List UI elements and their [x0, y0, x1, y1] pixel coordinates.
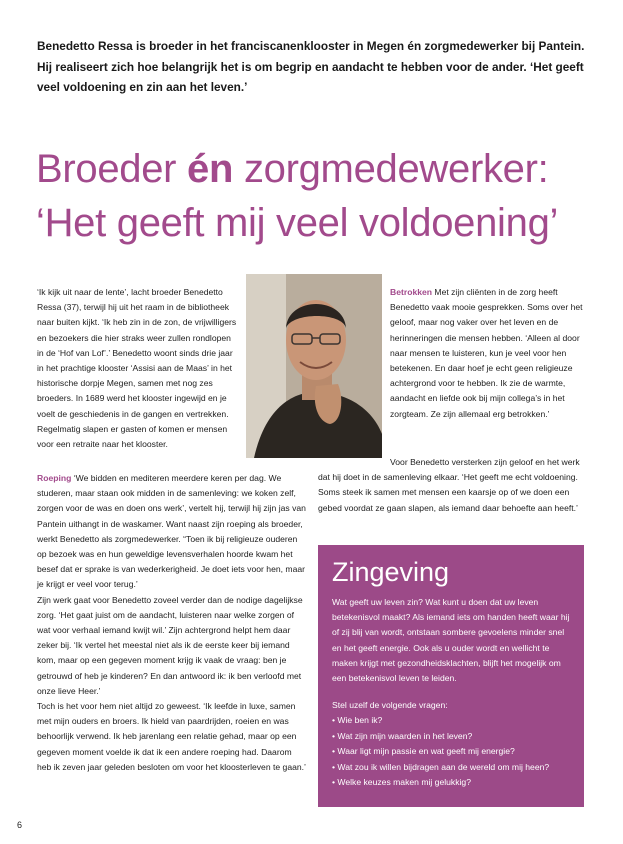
question-item: • Waar ligt mijn passie en wat geeft mij energie?: [332, 744, 570, 759]
lede-roeping: Roeping: [37, 473, 72, 483]
question-item: • Wat zou ik willen bijdragen aan de wereld om mij heen?: [332, 760, 570, 775]
column2-top: [390, 285, 584, 422]
question-item: • Wat zijn mijn waarden in het leven?: [332, 729, 570, 744]
headline-line2: ‘Het geeft mij veel voldoening’: [36, 201, 559, 245]
question-item: • Welke keuzes maken mij gelukkig?: [332, 775, 570, 790]
portrait-illustration: [246, 274, 382, 458]
lede-betrokken: Betrokken: [390, 287, 433, 297]
column1-top-paragraph: ‘Ik kijk uit naar de lente’, lacht broeder Benedetto Ressa (37), terwijl hij uit het raam in de bibliotheek naar buiten kijkt. ‘Ik heb zin in de zon, de vrijwilligers en bezoekers die hier straks weer zullen rondlopen in de ‘Hof van Lof’.’ Benedetto woont sinds drie jaar in het prachtige klooster ‘Assisi aan de Maas’ in het historische dorpje Megen, samen met nog zes broeders. In 1689 werd het klooster ingewijd en je voelt de geschiedenis in de gangen en vertrekken. Regelmatig slapen er gasten of komen er mensen voor een retraite naar het klooster.: [37, 287, 237, 450]
column1-main: [37, 471, 307, 775]
question-item: • Wie ben ik?: [332, 713, 570, 728]
column2-paragraph-2: Voor Benedetto versterken zijn geloof en het werk dat hij doet in de samenleving elkaar. ‘Het geeft me echt voldoening. Soms steek ik samen met mensen een kaarsje op of we doen een gebed voordat ze gaan slapen, als iemand daar behoefte aan heeft.’: [318, 457, 580, 513]
column1-paragraph-3: Toch is het voor hem niet altijd zo geweest. ‘Ik leefde in luxe, samen met mijn ouders en broers. Ik hield van paardrijden, roeien en was behoorlijk verwend. Ik heb jarenlang een relatie gehad, maar op een gegeven moment voelde ik dat ik een andere roeping had. Daarom heb ik zeven jaar geleden besloten om voor het kloosterleven te gaan.’: [37, 701, 306, 772]
sidebar-text: Wat geeft uw leven zin? Wat kunt u doen dat uw leven betekenisvol maakt? Als iemand iets om handen heeft waar hij of zij blij van wordt, ontstaan sombere gevoelens minder snel en het geeft energie. Ook als u ouder wordt en wellicht te maken krijgt met gezondheidsklachten, blijft het mogelijk om een betekenisvol leven te leiden.: [332, 597, 570, 684]
intro-paragraph: Benedetto Ressa is broeder in het franciscanenklooster in Megen én zorgmedewerker bij Pantein. Hij realiseert zich hoe belangrijk het is om begrip en aandacht te hebben voor de ander. ‘Het geeft veel voldoening en zin aan het leven.’: [37, 39, 585, 94]
sidebar-title: Zingeving: [332, 557, 450, 587]
sidebar-questions-intro: Stel uzelf de volgende vragen:: [332, 700, 448, 711]
headline-line1: Broeder én zorgmedewerker:: [36, 147, 549, 191]
page-number: 6: [17, 820, 23, 830]
sidebar-question-list: [332, 713, 570, 790]
portrait-photo: [246, 274, 382, 458]
sidebar-box: [318, 545, 584, 807]
column2-paragraph-1: Met zijn cliënten in de zorg heeft Benedetto vaak mooie gesprekken. Soms over het geloof, maar nog vaker over het leven en de herinneringen die mensen hebben. ‘Alleen al door naar mensen te luisteren, kun je veel voor hen betekenen. En daar hoef je echt geen religieuze achtergrond voor te hebben. Ik zie de warmte, aandacht en liefde ook bij mijn collega’s in het zorgteam. Ze zijn allemaal erg betrokken.’: [390, 287, 583, 419]
column1-paragraph-2: Zijn werk gaat voor Benedetto zoveel verder dan de nodige dagelijkse zorg. ‘Het gaat juist om de aandacht, luisteren naar welke zorgen of wat voor verhaal iemand kwijt wil.’ Zijn achtergrond helpt hem daar zeker bij. ‘Ik vertel het meestal niet als ik de eerste keer bij iemand kom, maar op een gegeven moment krijg ik vaak de vraag: ben je getrouwd of heb je kinderen? En dan antwoord ik: ik ben verloofd met onze lieve Heer.’: [37, 594, 303, 696]
headline-emphasis: én: [187, 147, 234, 191]
headline: [36, 142, 558, 250]
column1-paragraph-1: ‘We bidden en mediteren meerdere keren per dag. We studeren, maar staan ook midden in de samenleving: we koken zelf, zorgen voor de was en doen ons werk’, vertelt hij, terwijl hij zijn jas van Pantein uithangt in de waskamer. Want naast zijn roeping als broeder, werkt Benedetto als zorgmedewerker. “Toen ik bij religieuze ouderen op bezoek was en hun geweldige levensverhalen hoorde kwam het besef dat er sprake is van wederkerigheid. Je doet iets voor hen, maar je krijgt er veel voor terug.’: [37, 473, 306, 590]
